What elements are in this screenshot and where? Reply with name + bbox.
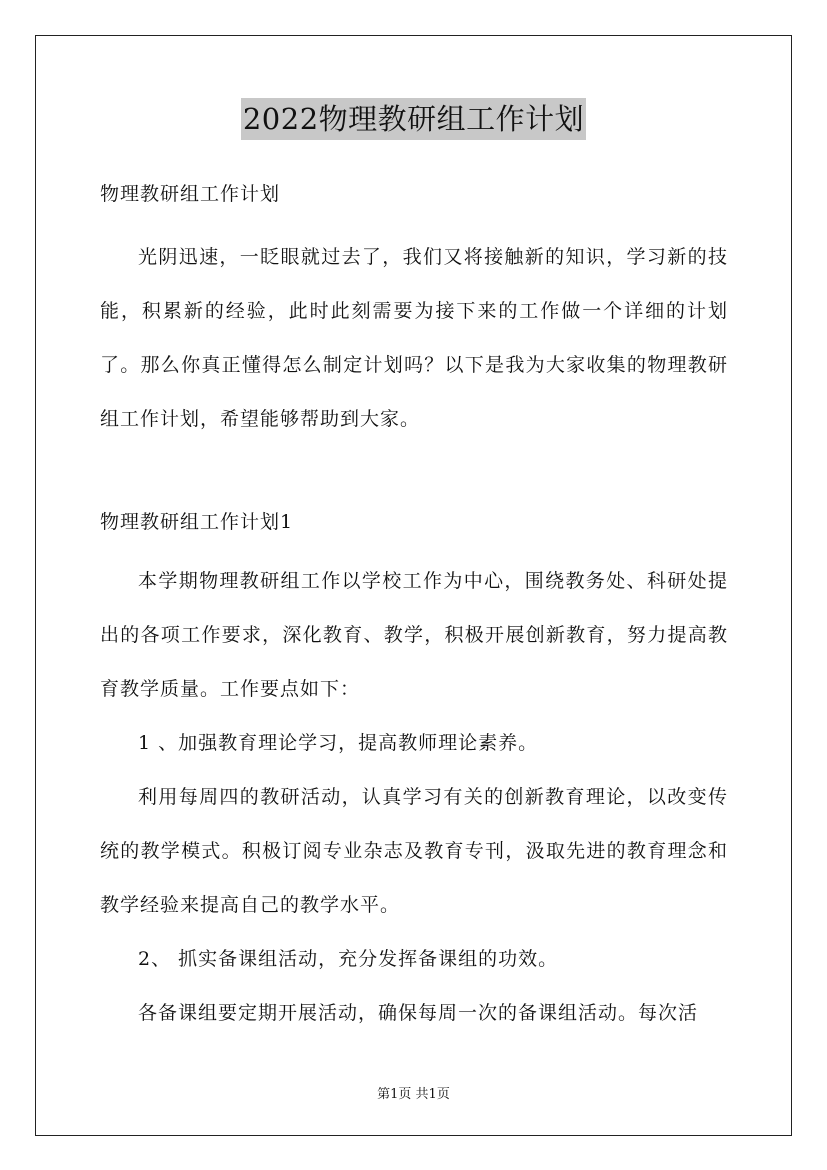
page-footer: 第1页 共1页 — [377, 1087, 450, 1102]
section-paragraph-1: 本学期物理教研组工作以学校工作为中心，围绕教务处、科研处提出的各项工作要求，深化教育、教学，积极开展创新教育，努力提高教育教学质量。工作要点如下： — [100, 570, 728, 700]
subtitle: 物理教研组工作计划 — [100, 183, 281, 205]
list-item-2: 2、 抓实备课组活动，充分发挥备课组的功效。 — [138, 948, 559, 970]
spacer — [100, 446, 728, 502]
section-paragraph-3: 各备课组要定期开展活动，确保每周一次的备课组活动。每次活 — [138, 1002, 699, 1024]
intro-paragraph: 光阴迅速，一眨眼就过去了，我们又将接触新的知识，学习新的技能，积累新的经验，此时此刻需要为接下来的工作做一个详细的计划了。那么你真正懂得怎么制定计划吗？以下是我为大家收集的物理教研组工作计划，希望能够帮助到大家。 — [100, 246, 728, 430]
document-title: 2022物理教研组工作计划 — [241, 98, 586, 140]
section-paragraph-2: 利用每周四的教研活动，认真学习有关的创新教育理论，以改变传统的教学模式。积极订阅专业杂志及教育专刊，汲取先进的教育理念和教学经验来提高自己的教学水平。 — [100, 786, 728, 916]
document-body — [100, 174, 728, 1040]
section-heading: 物理教研组工作计划1 — [100, 511, 294, 533]
list-item-1: 1 、加强教育理论学习，提高教师理论素养。 — [138, 732, 539, 754]
title-container — [0, 98, 827, 140]
spacer — [100, 542, 728, 554]
spacer — [100, 214, 728, 230]
